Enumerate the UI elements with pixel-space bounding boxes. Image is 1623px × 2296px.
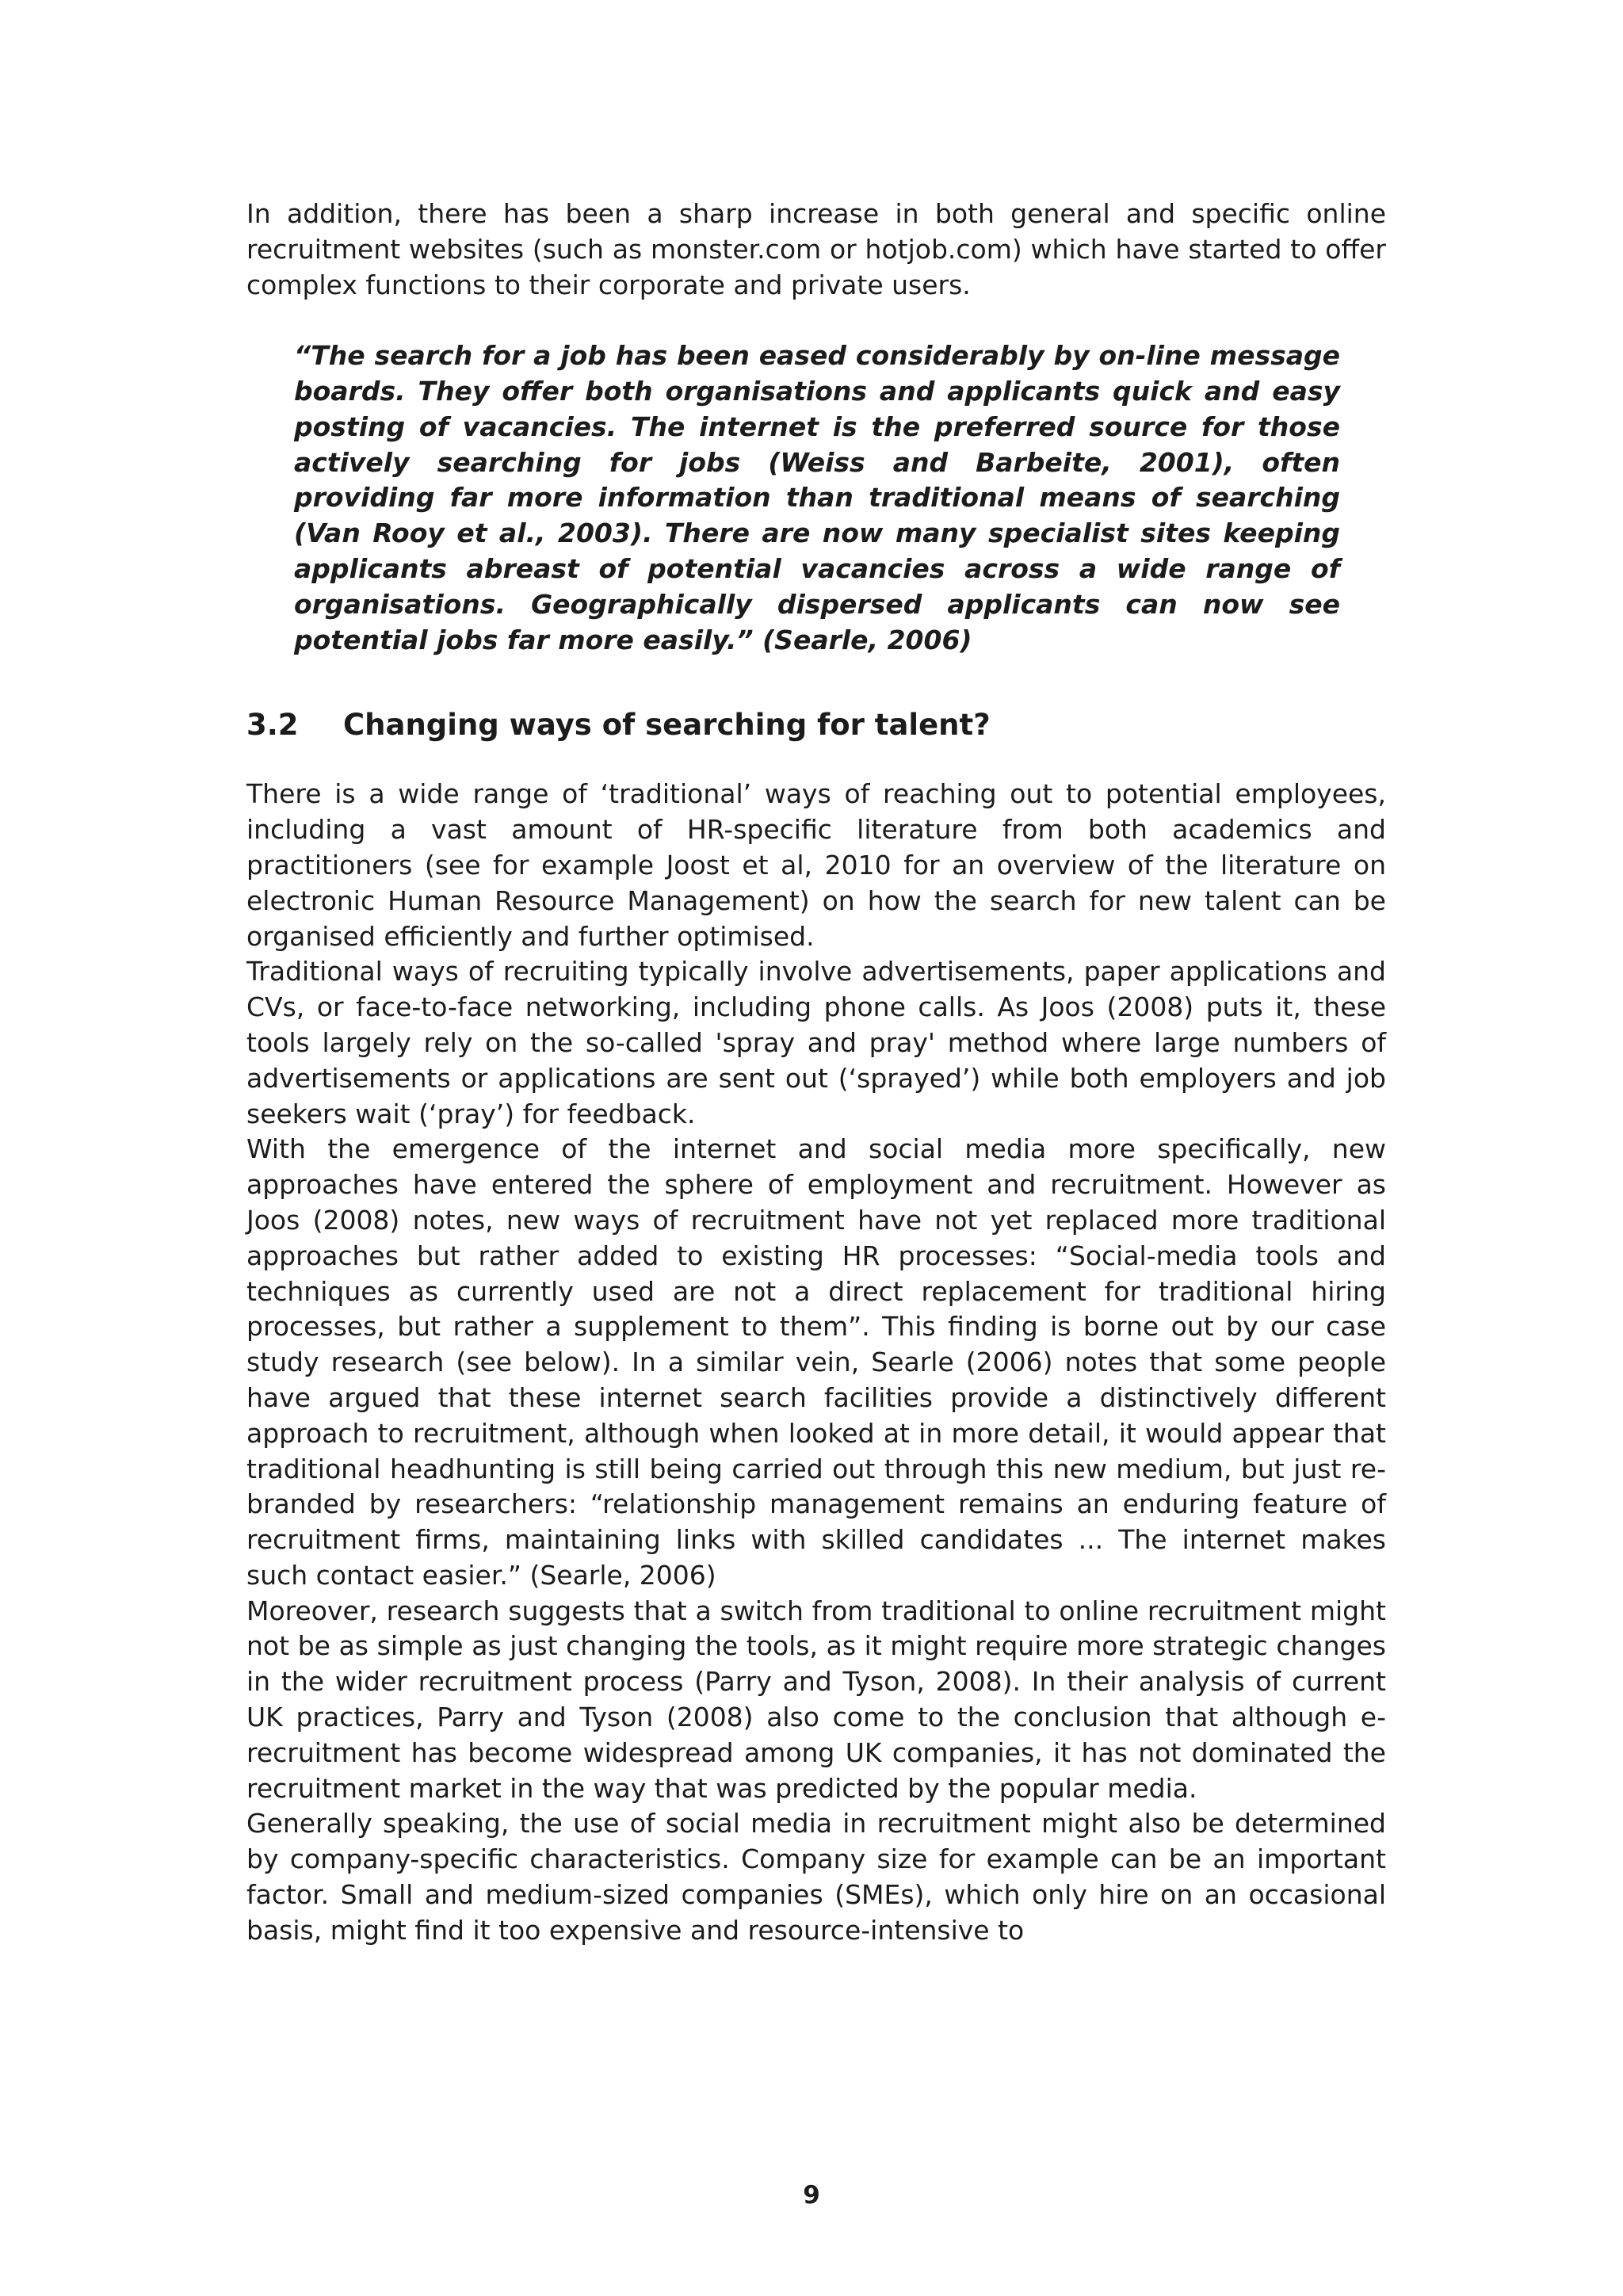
- section-heading: [246, 705, 1386, 746]
- block-quote: “The search for a job has been eased considerably by on-line message boards. They offer both organisations and applicants quick and easy posting of vacancies. The internet is the preferred source for those actively searching for jobs (Weiss and Barbeite, 2001), often providing far more information than traditional means of searching (Van Rooy et al., 2003). There are now many specialist sites keeping applicants abreast of potential vacancies across a wide range of organisations. Geographically dispersed applicants can now see potential jobs far more easily.” (Searle, 2006): [294, 340, 1340, 655]
- body-paragraph: Moreover, research suggests that a switch from traditional to online recruitment might not be as simple as just changing the tools, as it might require more strategic changes in the wider recruitment process (Parry and Tyson, 2008). In their analysis of current UK practices, Parry and Tyson (2008) also come to the conclusion that although e-recruitment has become widespread among UK companies, it has not dominated the recruitment market in the way that was predicted by the popular media.: [246, 1595, 1386, 1804]
- body-paragraph: There is a wide range of ‘traditional’ ways of reaching out to potential employees, including a vast amount of HR-specific literature from both academics and practitioners (see for example Joost et al, 2010 for an overview of the literature on electronic Human Resource Management) on how the search for new talent can be organised efficiently and further optimised.: [246, 778, 1386, 952]
- body-paragraph: Traditional ways of recruiting typically involve advertisements, paper applications and CVs, or face-to-face networking, including phone calls. As Joos (2008) puts it, these tools largely rely on the so-called 'spray and pray' method where large numbers of advertisements or applications are sent out (‘sprayed’) while both employers and job seekers wait (‘pray’) for feedback.: [246, 956, 1386, 1129]
- body-paragraph: With the emergence of the internet and social media more specifically, new approaches have entered the sphere of employment and recruitment. However as Joos (2008) notes, new ways of recruitment have not yet replaced more traditional approaches but rather added to existing HR processes: “Social-media tools and techniques as currently used are not a direct replacement for traditional hiring processes, but rather a supplement to them”. This finding is borne out by our case study research (see below). In a similar vein, Searle (2006) notes that some people have argued that these internet search facilities provide a distinctively different approach to recruitment, although when looked at in more detail, it would appear that traditional headhunting is still being carried out through this new medium, but just re-branded by researchers: “relationship management remains an enduring feature of recruitment firms, maintaining links with skilled candidates ... The internet makes such contact easier.” (Searle, 2006): [246, 1133, 1386, 1591]
- page-number: 9: [803, 2181, 820, 2210]
- section-number: 3.2: [246, 708, 299, 743]
- intro-paragraph: In addition, there has been a sharp increase in both general and specific online recruitment websites (such as monster.com or hotjob.com) which have started to offer complex functions to their corporate and private users.: [246, 198, 1386, 300]
- section-title: Changing ways of searching for talent?: [343, 708, 991, 743]
- body-paragraph: Generally speaking, the use of social media in recruitment might also be determined by company-specific characteristics. Company size for example can be an important factor. Small and medium-sized companies (SMEs), which only hire on an occasional basis, might find it too expensive and resource-intensive to: [246, 1808, 1386, 1946]
- document-page: [246, 197, 1386, 1949]
